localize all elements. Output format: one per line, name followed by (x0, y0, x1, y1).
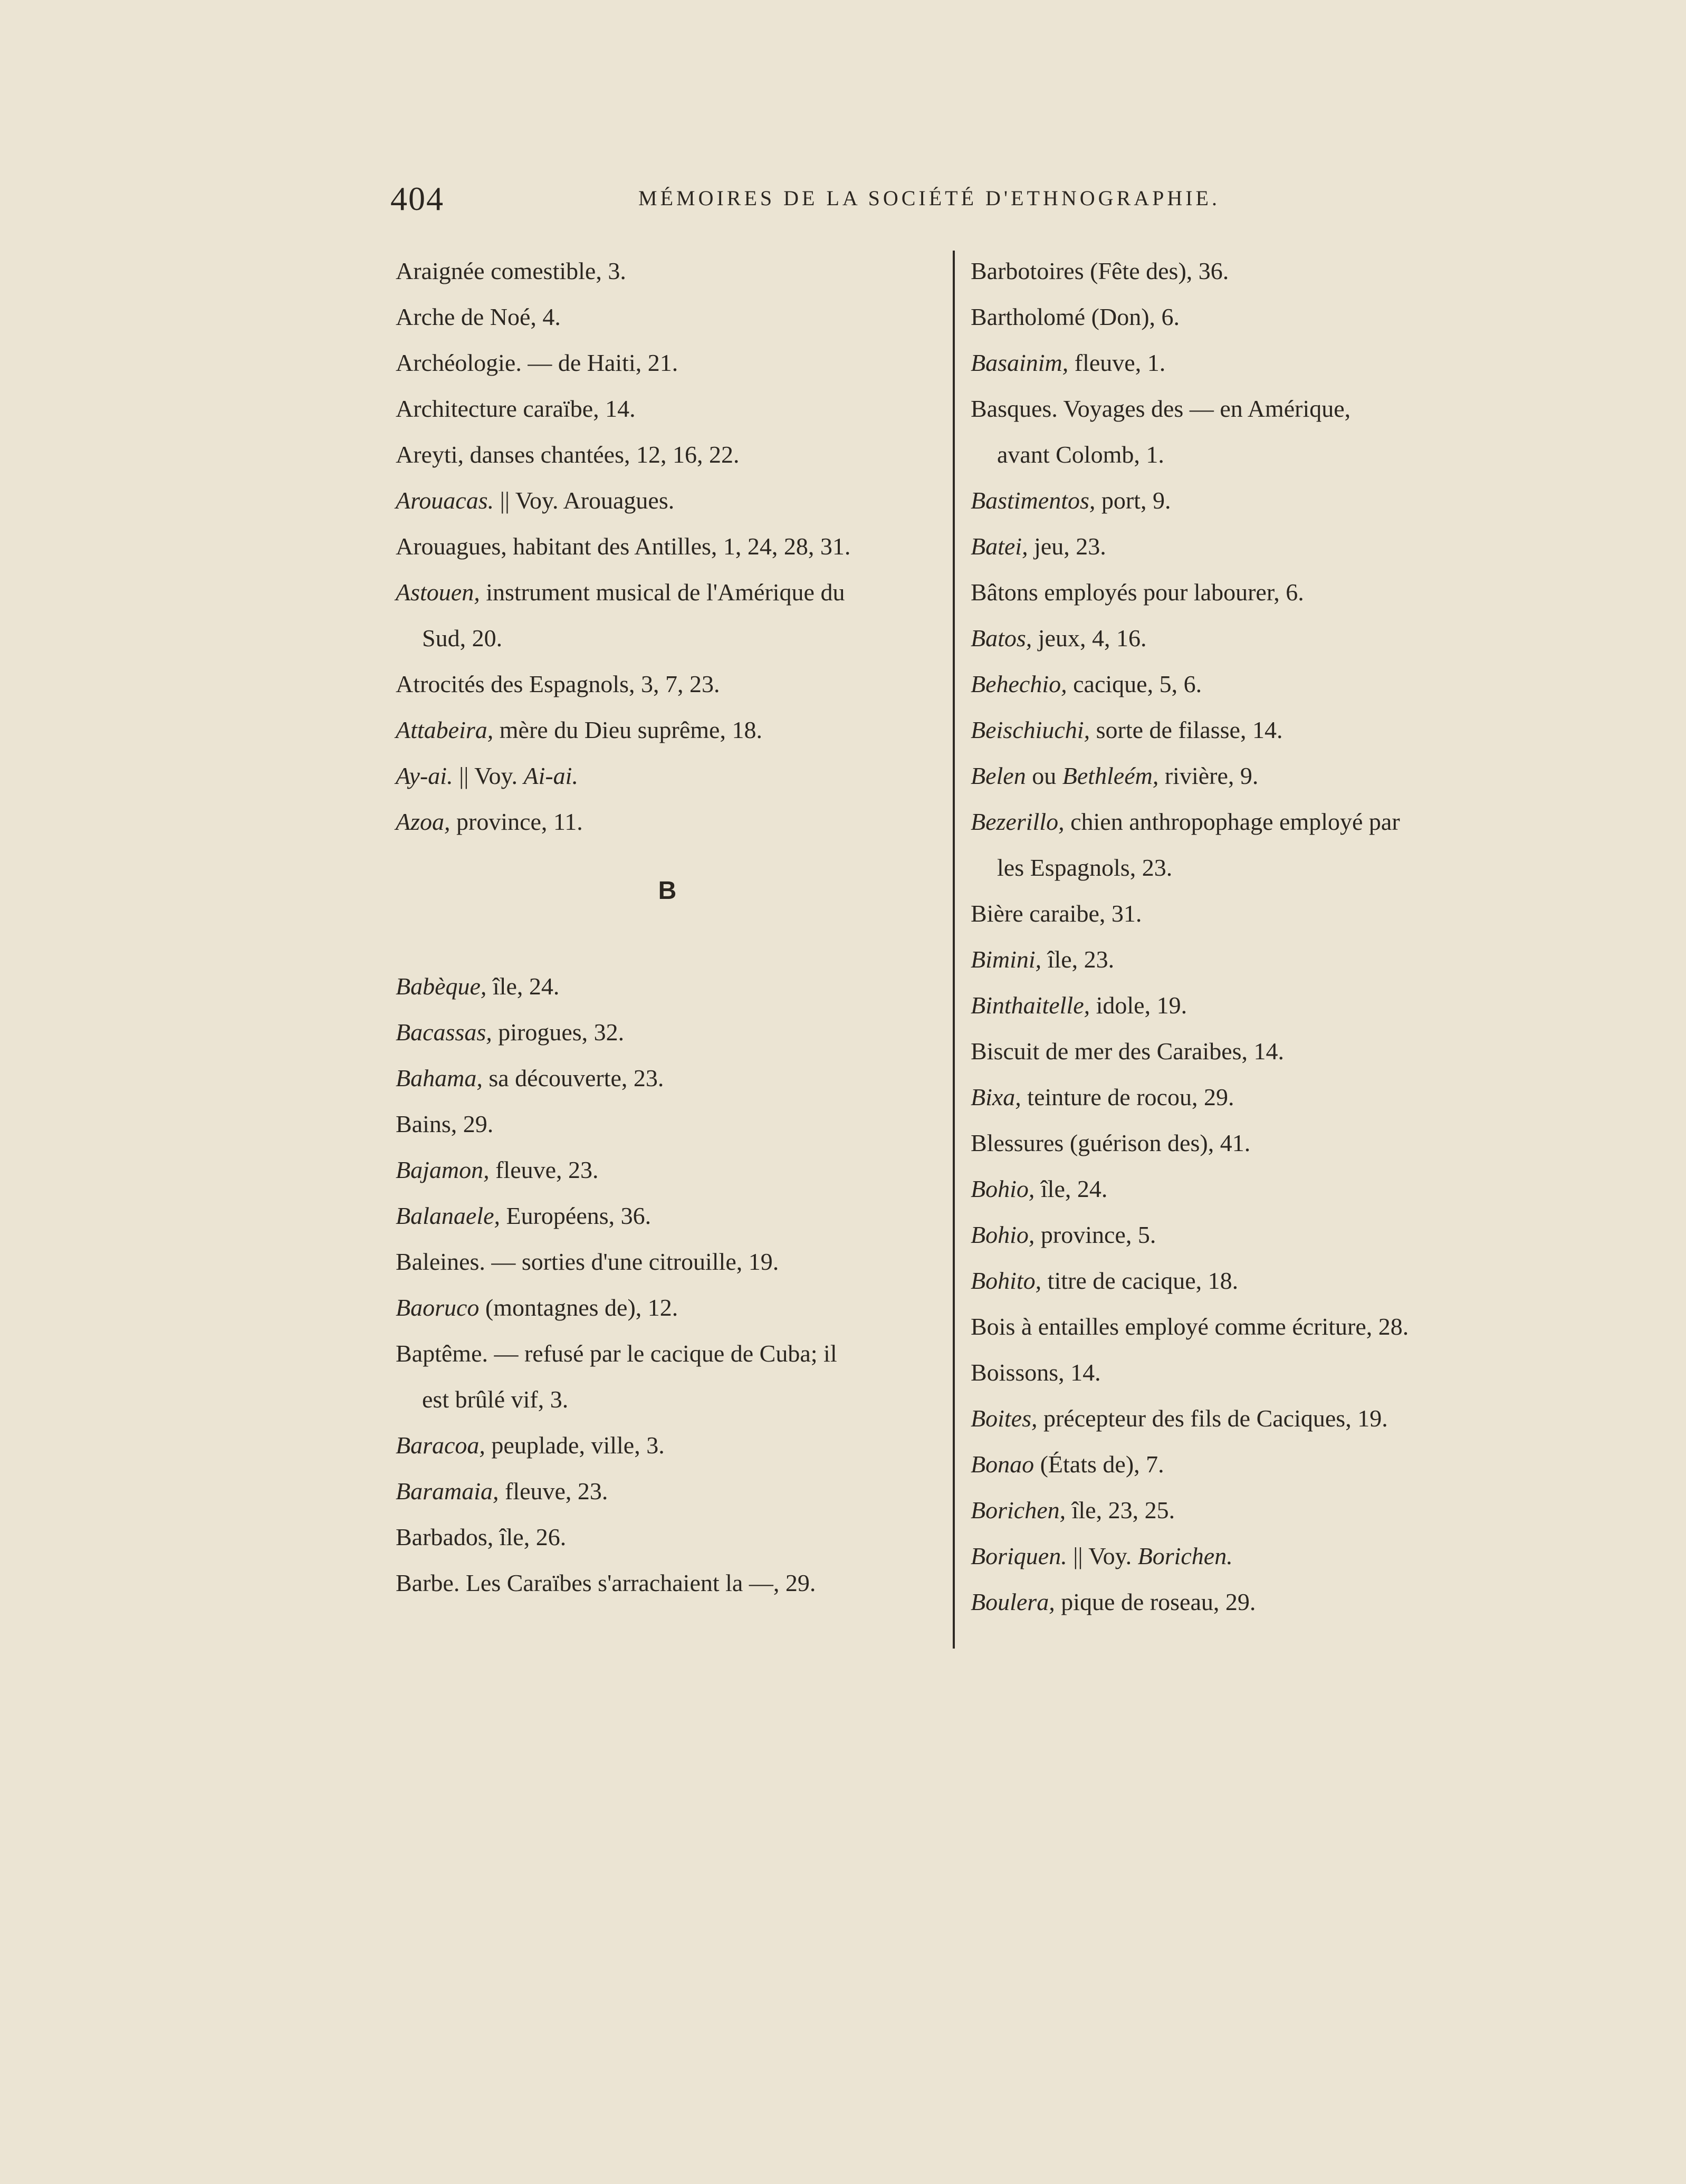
index-entry (396, 523, 939, 569)
index-entry-line (396, 1248, 779, 1275)
index-entry (971, 569, 1514, 615)
index-entry-line (396, 257, 626, 284)
index-entry (971, 1487, 1514, 1533)
index-text: Bois à entailles employé comme écriture, 28. (971, 1313, 1409, 1340)
index-entry (971, 1074, 1514, 1120)
index-term: Bacassas, (396, 1019, 492, 1046)
index-term: Borichen. (1137, 1543, 1233, 1569)
index-entry (971, 615, 1514, 661)
index-entry-line (396, 1340, 837, 1367)
index-text: peuplade, ville, 3. (485, 1432, 665, 1459)
index-text: Bière caraibe, 31. (971, 900, 1142, 927)
index-text: Boissons, 14. (971, 1359, 1101, 1386)
index-text: Baleines. — sorties d'une citrouille, 19. (396, 1248, 779, 1275)
index-entry (396, 340, 939, 386)
index-term: Bixa, (971, 1084, 1021, 1110)
index-term: Bethleém, (1062, 762, 1159, 789)
index-entry (971, 1579, 1514, 1625)
index-text: Arche de Noé, 4. (396, 303, 561, 330)
index-term: Batos, (971, 625, 1032, 652)
index-text: Basques. Voyages des — en Amérique, (971, 395, 1351, 422)
index-term: Borichen, (971, 1497, 1066, 1524)
index-entry-line (971, 946, 1114, 973)
index-term: Bajamon, (396, 1156, 490, 1183)
index-term: Bohio, (971, 1221, 1035, 1248)
index-entry (971, 1212, 1514, 1258)
index-term: Bohio, (971, 1175, 1035, 1202)
index-text: Arouagues, habitant des Antilles, 1, 24, 28, 31. (396, 533, 851, 560)
index-entry-line (971, 349, 1165, 376)
index-entry-line (971, 808, 1400, 835)
index-entry-line (971, 716, 1282, 743)
index-entry (971, 1395, 1514, 1441)
index-entry-line (396, 670, 720, 697)
index-entry-line (971, 900, 1142, 927)
index-text: pirogues, 32. (492, 1019, 625, 1046)
index-term: Binthaitelle, (971, 992, 1090, 1019)
index-entry-line (971, 670, 1202, 697)
index-entry (396, 1009, 939, 1055)
index-text: pique de roseau, 29. (1055, 1588, 1256, 1615)
index-entry-line (396, 441, 740, 468)
index-text: sa découverte, 23. (482, 1065, 664, 1091)
index-entry-line (971, 1405, 1388, 1432)
index-text: province, 5. (1034, 1221, 1156, 1248)
index-term: Astouen, (396, 579, 480, 606)
index-text: île, 23. (1041, 946, 1115, 973)
entries-a-list (396, 248, 939, 845)
index-text: Araignée comestible, 3. (396, 257, 626, 284)
index-entry-line (971, 1588, 1256, 1615)
index-column-left (396, 248, 939, 1606)
index-term: Bimini, (971, 946, 1042, 973)
index-entry-line (396, 1569, 816, 1596)
index-entry-line (396, 395, 636, 422)
index-entry-line (971, 625, 1146, 652)
index-text: port, 9. (1095, 487, 1171, 514)
index-entry (971, 340, 1514, 386)
index-column-right (971, 248, 1514, 1625)
index-text: || Voy. Arouagues. (494, 487, 675, 514)
index-entry (971, 248, 1514, 294)
index-text: Européens, 36. (500, 1202, 652, 1229)
index-entry-line (396, 1110, 493, 1137)
index-entry (396, 1422, 939, 1468)
index-text: teinture de rocou, 29. (1021, 1084, 1234, 1110)
index-text: mère du Dieu suprême, 18. (493, 716, 762, 743)
index-entry-line (971, 395, 1350, 422)
index-text: (États de), 7. (1034, 1451, 1164, 1478)
index-text: Biscuit de mer des Caraibes, 14. (971, 1038, 1285, 1065)
index-entry (971, 477, 1514, 523)
index-entry-line (971, 1359, 1101, 1386)
index-entry (971, 1533, 1514, 1579)
index-term: Boriquen. (971, 1543, 1067, 1569)
index-text: Barbotoires (Fête des), 36. (971, 257, 1229, 284)
index-entry-continuation: avant Colomb, 1. (997, 441, 1164, 468)
index-entry-continuation: les Espagnols, 23. (997, 854, 1173, 881)
index-entry-line (396, 1156, 599, 1183)
index-entry (396, 432, 939, 477)
running-title: MÉMOIRES DE LA SOCIÉTÉ D'ETHNOGRAPHIE. (638, 186, 1220, 210)
index-term: Boulera, (971, 1588, 1055, 1615)
index-entry (396, 1101, 939, 1147)
index-entry (971, 523, 1514, 569)
index-entry-line (396, 808, 583, 835)
index-text: Barbe. Les Caraïbes s'arrachaient la —, 29. (396, 1569, 816, 1596)
index-text: Archéologie. — de Haiti, 21. (396, 349, 678, 376)
index-text: Barbados, île, 26. (396, 1524, 567, 1550)
index-entry (396, 294, 939, 340)
index-text: jeu, 23. (1028, 533, 1106, 560)
index-term: Azoa, (396, 808, 451, 835)
index-entry (396, 799, 939, 845)
index-term: Ay-ai. (396, 762, 453, 789)
index-entry (971, 1441, 1514, 1487)
index-term: Behechio, (971, 670, 1067, 697)
index-entry-line (396, 762, 578, 789)
index-term: Arouacas. (396, 487, 494, 514)
index-text: rivière, 9. (1158, 762, 1259, 789)
index-text: cacique, 5, 6. (1067, 670, 1202, 697)
index-entry (971, 753, 1514, 799)
index-text: Areyti, danses chantées, 12, 16, 22. (396, 441, 740, 468)
index-entry-line (971, 1313, 1409, 1340)
index-text: sorte de filasse, 14. (1090, 716, 1283, 743)
index-entry-line (971, 1543, 1233, 1569)
index-entry (971, 799, 1514, 890)
index-text: || Voy. (453, 762, 524, 789)
index-text: fleuve, 23. (489, 1156, 599, 1183)
index-term: Attabeira, (396, 716, 494, 743)
index-entry (396, 1560, 939, 1606)
index-entry-line (396, 973, 559, 1000)
index-entry-line (971, 487, 1171, 514)
index-entry (396, 386, 939, 432)
index-entry (971, 890, 1514, 936)
page-header (390, 179, 1472, 222)
index-text: île, 23, 25. (1066, 1497, 1175, 1524)
index-text: || Voy. (1067, 1543, 1138, 1569)
index-term: Baoruco (396, 1294, 480, 1321)
index-entry-line (971, 533, 1106, 560)
index-entry-line (971, 579, 1304, 606)
index-text: instrument musical de l'Amérique du (480, 579, 845, 606)
index-text: jeux, 4, 16. (1032, 625, 1147, 652)
index-text: Architecture caraïbe, 14. (396, 395, 636, 422)
index-text: idole, 19. (1090, 992, 1187, 1019)
index-entry (396, 1193, 939, 1239)
index-entry (971, 707, 1514, 753)
index-term: Basainim, (971, 349, 1069, 376)
index-entry (971, 661, 1514, 707)
index-entry-line (971, 1451, 1164, 1478)
index-entry (971, 1120, 1514, 1166)
index-text: Bains, 29. (396, 1110, 494, 1137)
index-entry-line (971, 762, 1258, 789)
index-entry-line (971, 1129, 1250, 1156)
index-text: Blessures (guérison des), 41. (971, 1129, 1251, 1156)
index-term: Balanaele, (396, 1202, 500, 1229)
index-entry-continuation: Sud, 20. (422, 625, 503, 652)
index-text: Bartholomé (Don), 6. (971, 303, 1180, 330)
index-term: Belen (971, 762, 1026, 789)
index-entry-line (396, 579, 845, 606)
entries-right-list (971, 248, 1514, 1625)
index-entry-line (971, 1497, 1175, 1524)
index-entry-line (396, 716, 762, 743)
entries-b-list (396, 963, 939, 1606)
index-entry-line (971, 257, 1229, 284)
index-text: (montagnes de), 12. (479, 1294, 678, 1321)
index-term: Ai-ai. (523, 762, 578, 789)
page-number: 404 (390, 180, 444, 217)
index-entry (396, 1239, 939, 1285)
index-term: Beischiuchi, (971, 716, 1090, 743)
index-entry (971, 1258, 1514, 1304)
index-entry-line (396, 1065, 664, 1091)
index-entry-line (396, 487, 674, 514)
index-text: titre de cacique, 18. (1041, 1267, 1239, 1294)
index-entry-continuation: est brûlé vif, 3. (422, 1386, 569, 1413)
index-entry-line (971, 1038, 1284, 1065)
index-entry (396, 1055, 939, 1101)
index-text: précepteur des fils de Caciques, 19. (1037, 1405, 1388, 1432)
index-term: Bohito, (971, 1267, 1042, 1294)
index-entry (971, 1028, 1514, 1074)
index-entry-line (971, 1175, 1107, 1202)
index-entry (971, 982, 1514, 1028)
index-entry-line (396, 1524, 566, 1550)
index-text: province, 11. (450, 808, 583, 835)
index-entry (971, 1166, 1514, 1212)
index-entry-line (971, 1084, 1234, 1110)
index-term: Bezerillo, (971, 808, 1065, 835)
index-entry-line (971, 1267, 1238, 1294)
index-entry (396, 248, 939, 294)
column-divider (953, 251, 955, 1649)
index-entry (396, 661, 939, 707)
index-entry (971, 386, 1514, 477)
index-text: chien anthropophage employé par (1064, 808, 1400, 835)
index-entry-line (396, 349, 678, 376)
index-term: Babèque, (396, 973, 487, 1000)
index-entry (971, 294, 1514, 340)
index-entry (396, 569, 939, 661)
index-term: Baracoa, (396, 1432, 485, 1459)
index-entry-line (396, 1202, 651, 1229)
index-entry (396, 1285, 939, 1330)
index-text: fleuve, 23. (499, 1478, 608, 1505)
index-text: Atrocités des Espagnols, 3, 7, 23. (396, 670, 720, 697)
index-term: Batei, (971, 533, 1028, 560)
index-text: fleuve, 1. (1068, 349, 1166, 376)
index-entry-line (971, 992, 1187, 1019)
index-text: Baptême. — refusé par le cacique de Cuba; il (396, 1340, 837, 1367)
index-entry (396, 477, 939, 523)
index-entry-line (971, 303, 1180, 330)
index-text: ou (1026, 762, 1062, 789)
index-entry-line (396, 1432, 665, 1459)
index-term: Bonao (971, 1451, 1034, 1478)
index-term: Boites, (971, 1405, 1038, 1432)
index-entry (971, 1349, 1514, 1395)
section-letter-b: B (658, 877, 677, 905)
index-entry-line (396, 303, 561, 330)
index-entry (971, 1304, 1514, 1349)
index-entry-line (396, 1478, 608, 1505)
index-term: Bahama, (396, 1065, 483, 1091)
index-text: Bâtons employés pour labourer, 6. (971, 579, 1304, 606)
index-entry (396, 753, 939, 799)
index-entry (396, 1147, 939, 1193)
index-entry (396, 1468, 939, 1514)
index-entry (396, 963, 939, 1009)
index-text: île, 24. (1034, 1175, 1108, 1202)
index-term: Bastimentos, (971, 487, 1096, 514)
index-entry-line (971, 1221, 1156, 1248)
index-entry-line (396, 533, 850, 560)
index-entry (396, 1330, 939, 1422)
index-term: Baramaia, (396, 1478, 499, 1505)
index-entry-line (396, 1294, 678, 1321)
index-text: île, 24. (486, 973, 560, 1000)
index-entry (396, 707, 939, 753)
index-entry (396, 1514, 939, 1560)
index-entry (971, 936, 1514, 982)
index-entry-line (396, 1019, 624, 1046)
